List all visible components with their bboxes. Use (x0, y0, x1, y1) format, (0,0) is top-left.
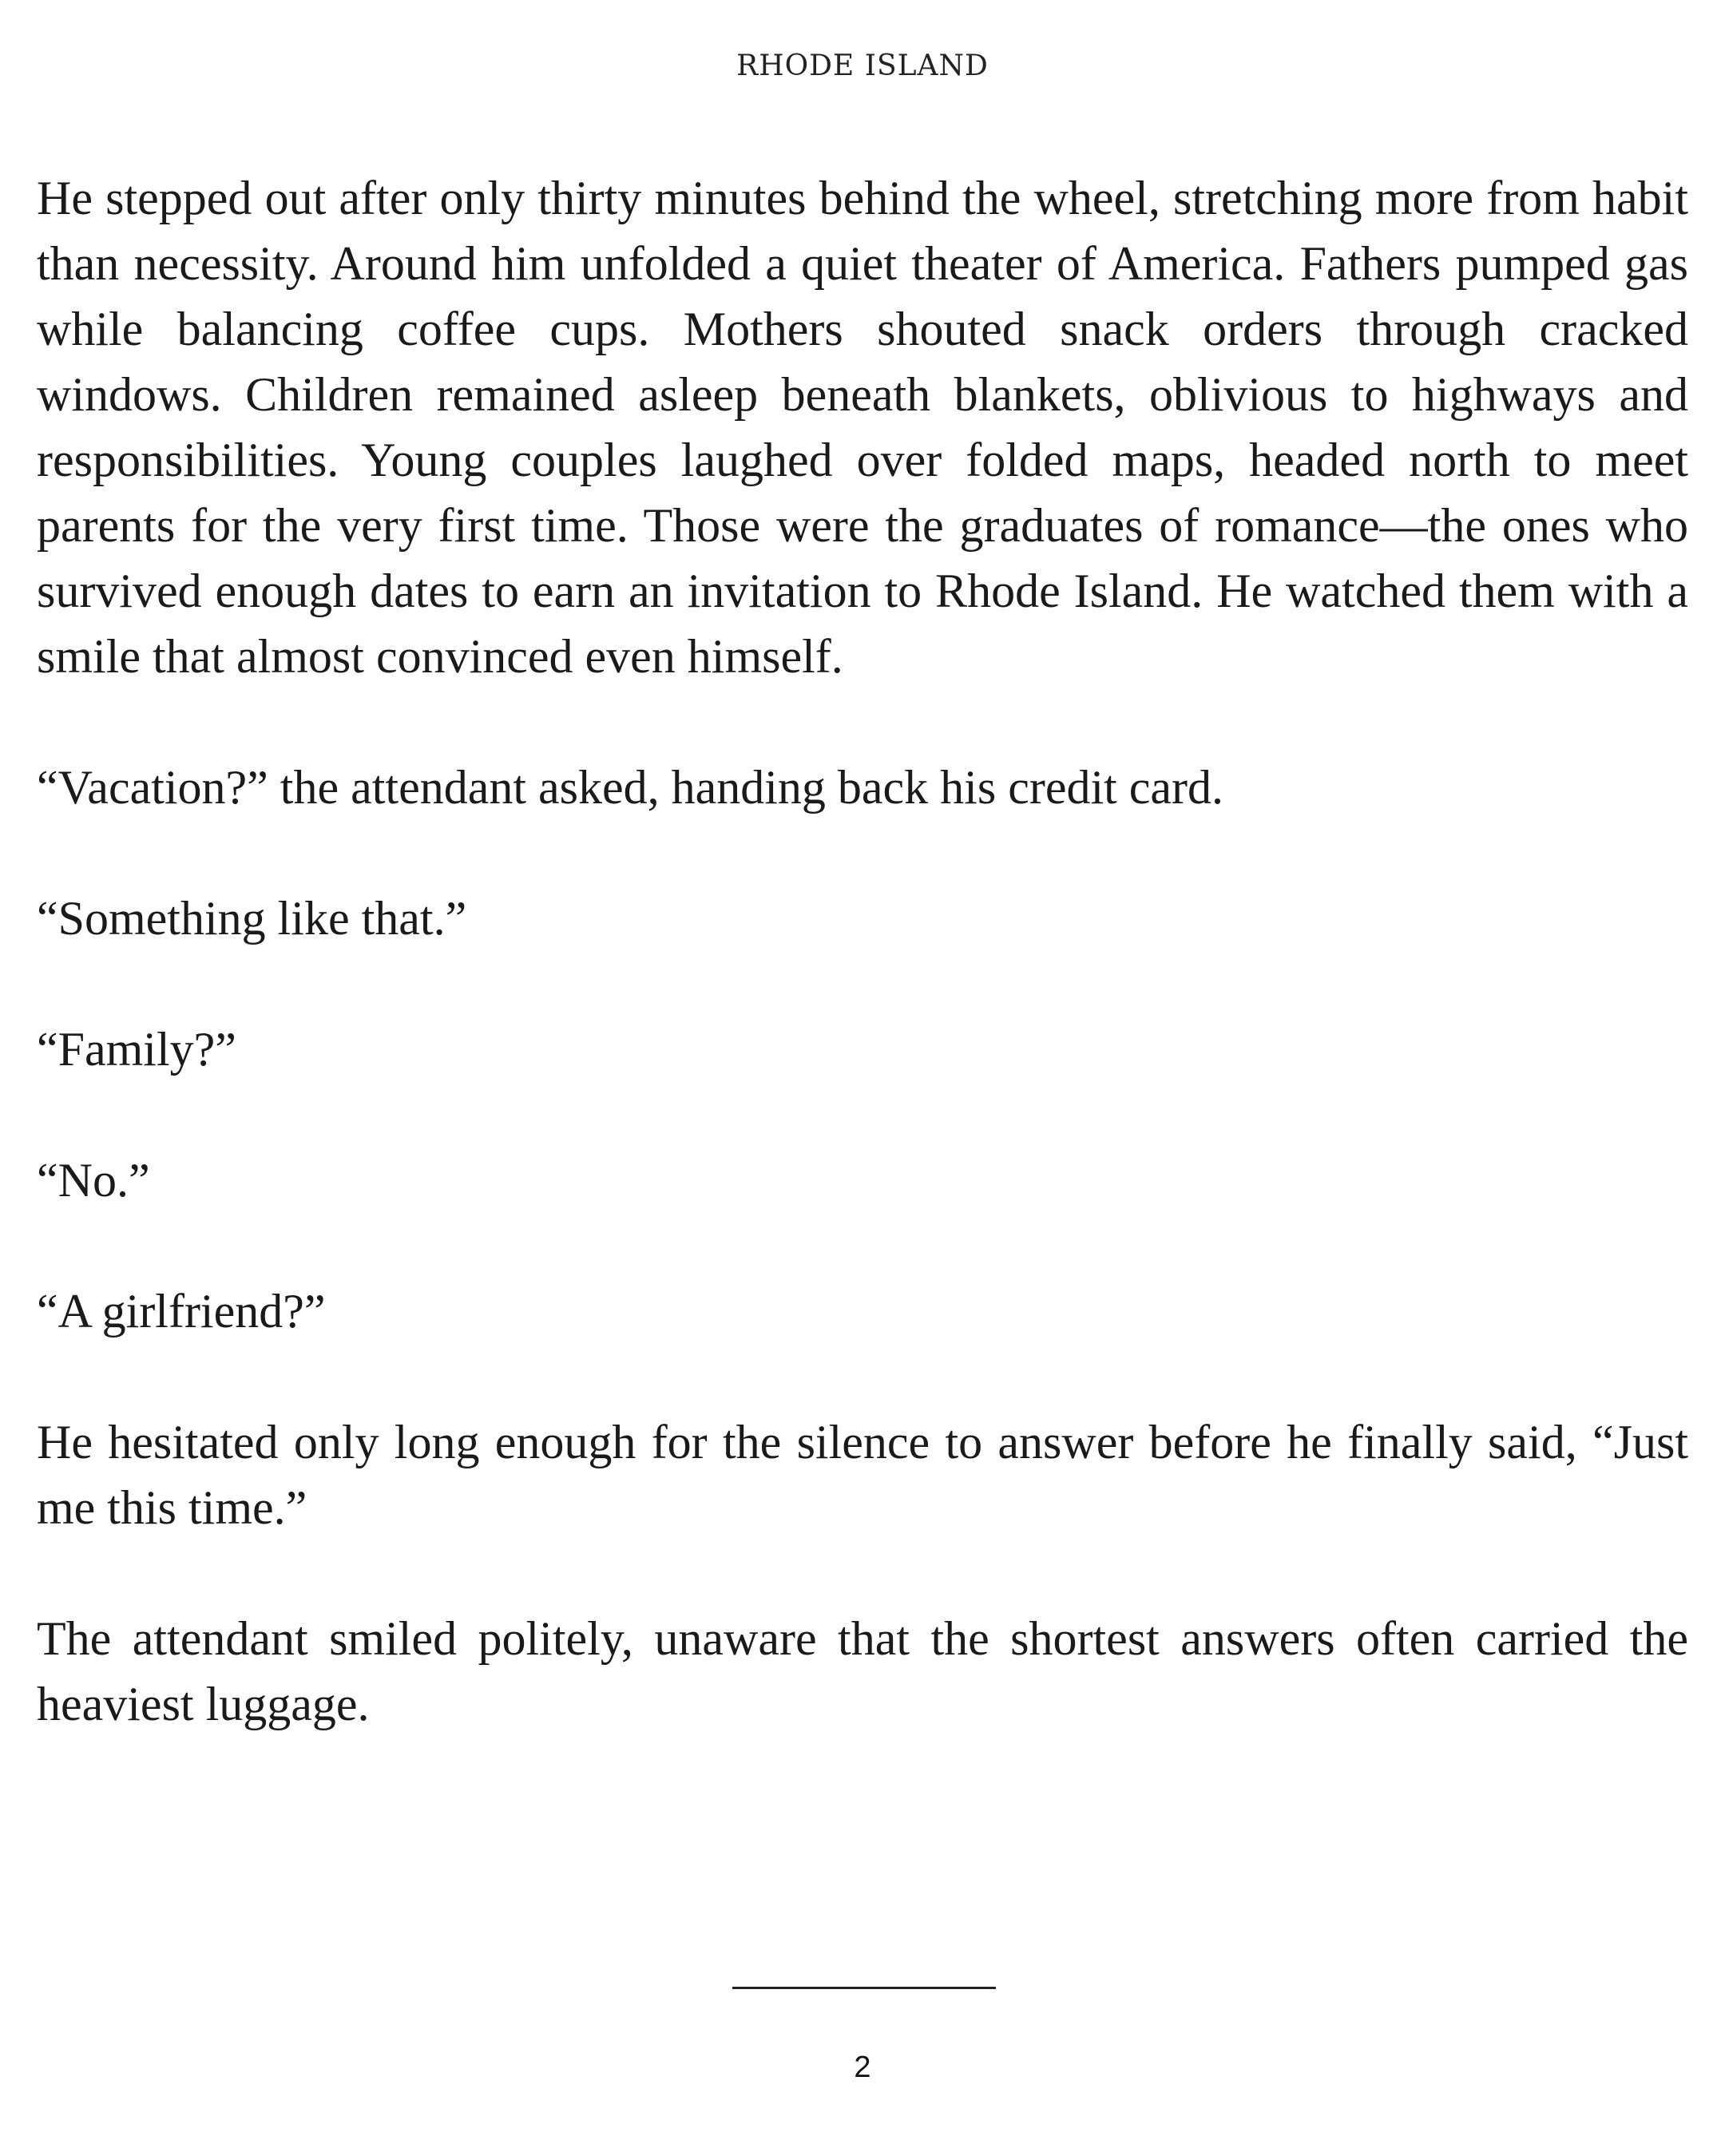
paragraph: “A girlfriend?” (37, 1285, 326, 1338)
paragraph: He hesitated only long enough for the silence to answer before he finally said, “Just me this time.” (37, 1416, 1688, 1534)
paragraph: “Something like that.” (37, 892, 467, 945)
paragraph: “No.” (37, 1154, 150, 1207)
paragraph: “Vacation?” the attendant asked, handing back his credit card. (37, 761, 1224, 814)
footer-divider (732, 1987, 996, 1989)
page-number: 2 (854, 2051, 871, 2084)
paragraph: He stepped out after only thirty minutes behind the wheel, stretching more from habit than necessity. Around him unfolded a quiet theater of America. Fathers pumped gas while balancing coffee cups. Mothers shouted snack orders through cracked windows. Children remained asleep beneath blankets, oblivious to highways and responsibilities. Young couples laughed over folded maps, headed north to meet parents for the very first time. Those were the graduates of romance—the ones who survived enough dates to earn an invitation to Rhode Island. He watched them with a smile that almost convinced even himself. (37, 172, 1688, 683)
running-header: RHODE ISLAND (736, 50, 989, 82)
body-text (37, 165, 1688, 1737)
paragraph: “Family?” (37, 1023, 236, 1076)
paragraph: The attendant smiled politely, unaware that the shortest answers often carried the heaviest luggage. (37, 1612, 1688, 1730)
